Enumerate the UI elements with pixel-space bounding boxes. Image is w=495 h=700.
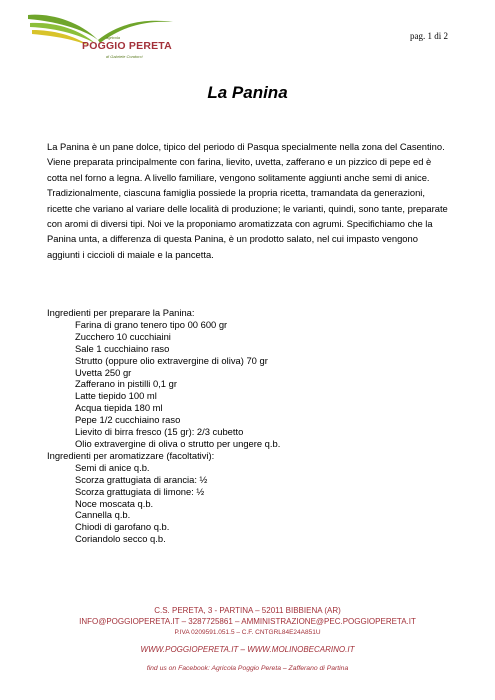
list-item: Scorza grattugiata di arancia: ½ (75, 473, 208, 485)
list-item: Zucchero 10 cucchiaini (75, 330, 171, 342)
page-number: pag. 1 di 2 (410, 31, 448, 41)
footer (0, 605, 495, 674)
ingredients-list (47, 319, 280, 450)
list-item: Latte tiepido 100 ml (75, 390, 157, 402)
list-item: Sale 1 cucchiaino raso (75, 342, 170, 354)
list-item: Noce moscata q.b. (75, 497, 154, 509)
list-item: Chiodi di garofano q.b. (75, 521, 170, 533)
list-item: Uvetta 250 gr (75, 366, 132, 378)
ingredients-section (47, 307, 280, 545)
list-item: Cannella q.b. (75, 509, 131, 521)
footer-facebook: find us on Facebook: Agricola Poggio Pereta – Zafferano di Partina (146, 665, 349, 672)
list-item: Coriandolo secco q.b. (75, 533, 166, 545)
footer-address: C.S. PERETA, 3 - PARTINA – 52011 BIBBIENA (AR) (154, 606, 341, 615)
list-item: Acqua tiepida 180 ml (75, 402, 163, 414)
footer-websites: WWW.POGGIOPERETA.IT – WWW.MOLINOBECARINO.IT (140, 645, 355, 654)
footer-contacts: INFO@POGGIOPERETA.IT – 3287725861 – AMMINISTRAZIONE@PEC.POGGIOPERETA.IT (79, 617, 416, 626)
footer-fiscal: P.IVA 0209591.051.5 – C.F. CNTGRL84E24A851U (174, 629, 321, 636)
list-item: Farina di grano tenero tipo 00 600 gr (75, 318, 228, 330)
logo-swoosh-graphic (28, 10, 178, 60)
list-item: Olio extravergine di oliva o strutto per ungere q.b. (75, 437, 281, 449)
aromas-heading: Ingredienti per aromatizzare (facoltativi): (47, 449, 215, 461)
list-item: Pepe 1/2 cucchiaino raso (75, 414, 181, 426)
logo-tagline-sub: di Gabriele Condorci (106, 54, 143, 59)
logo-name: POGGIO PERETA (82, 40, 172, 52)
list-item: Semi di anice q.b. (75, 461, 150, 473)
aromas-list (47, 462, 280, 545)
logo (28, 10, 178, 60)
ingredients-heading: Ingredienti per preparare la Panina: (47, 307, 195, 318)
list-item: Scorza grattugiata di limone: ½ (75, 485, 205, 497)
logo-tagline-top: agricola (106, 35, 121, 40)
list-item: Zafferano in pistilli 0,1 gr (75, 378, 177, 390)
intro-paragraph: La Panina è un pane dolce, tipico del periodo di Pasqua specialmente nella zona del Casentino. Viene preparata principalmente con farina, lievito, uvetta, zafferano e un pizzico di pepe ed è cotta nel forno a legna. A livello familiare, vengono solitamente aggiunti anche semi di anice. Tradizionalmente, ciascuna famiglia possiede la propria ricetta, tramandata da generazioni, ricette che variano al variare delle località di produzione; le varianti, quindi, sono tante, preparate con aromi di diversi tipi. Noi ve la proponiamo aromatizzata con agrumi. Specifichiamo che la Panina unta, a differenza di questa Panina, è un prodotto salato, nel cui impasto vengono aggiunti i ciccioli di maiale e la pancetta. (47, 141, 448, 260)
list-item: Strutto (oppure olio extravergine di oliva) 70 gr (75, 354, 268, 366)
list-item: Lievito di birra fresco (15 gr): 2/3 cubetto (75, 426, 244, 438)
page-title: La Panina (207, 83, 288, 102)
